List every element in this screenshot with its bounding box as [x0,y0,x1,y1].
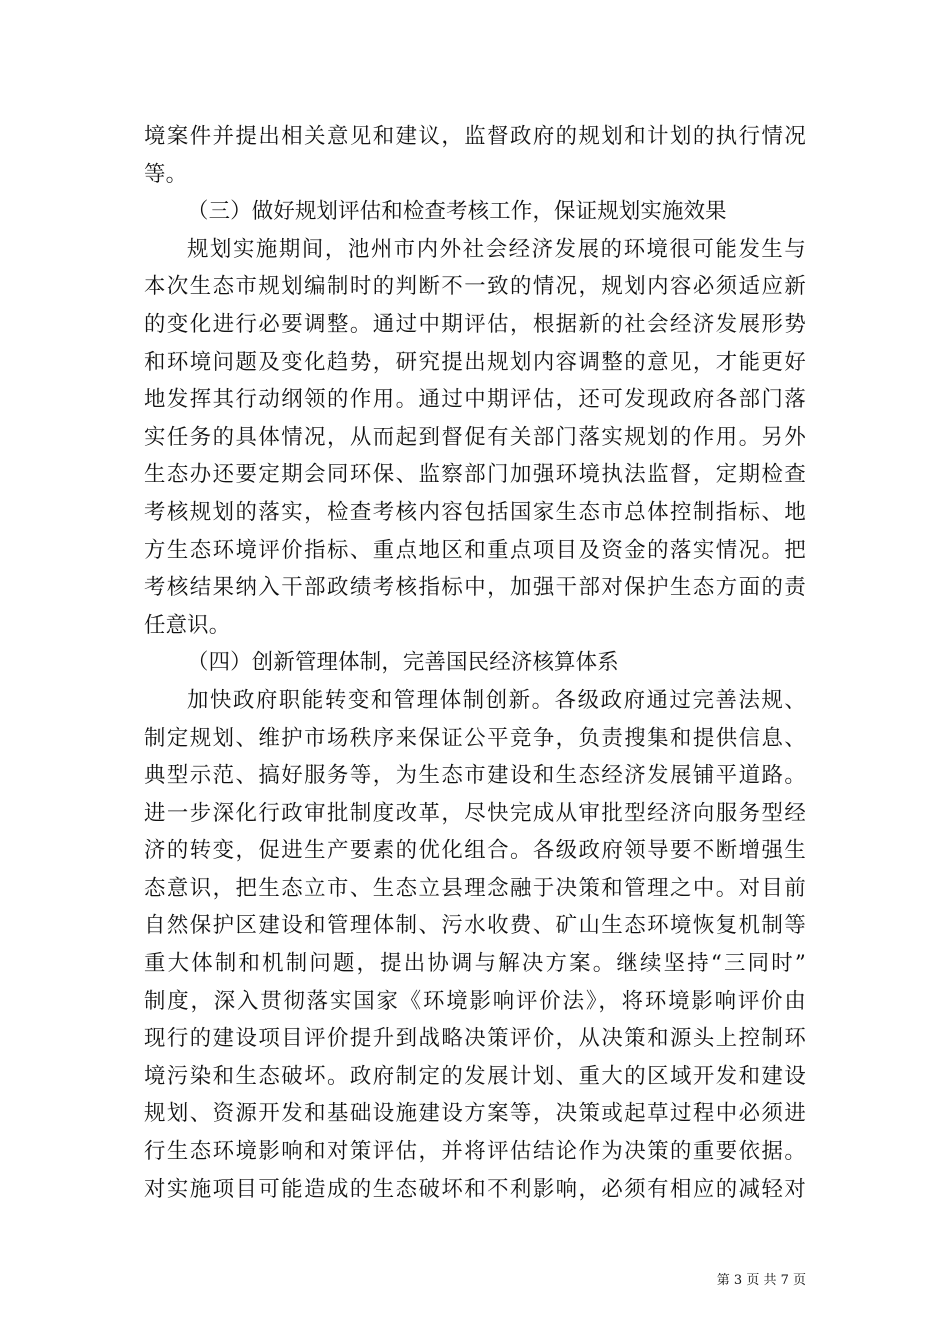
text-line: 和环境问题及变化趋势，研究提出规划内容调整的意见，才能更好 [144,349,806,375]
page-number-footer: 第 3 页 共 7 页 [716,1273,806,1288]
text-line: 任意识。 [144,612,231,638]
text-line: 考核规划的落实，检查考核内容包括国家生态市总体控制指标、地 [144,499,806,525]
text-line: 济的转变，促进生产要素的优化组合。各级政府领导要不断增强生 [144,838,806,864]
text-line: 态意识，把生态立市、生态立县理念融于决策和管理之中。对目前 [144,875,806,901]
text-line: 境案件并提出相关意见和建议，监督政府的规划和计划的执行情况 [144,124,806,149]
text-line: 规划实施期间，池州市内外社会经济发展的环境很可能发生与 [187,236,806,262]
text-line: 重大体制和机制问题，提出协调与解决方案。继续坚持“三同时” [144,951,806,977]
text-line: 地发挥其行动纲领的作用。通过中期评估，还可发现政府各部门落 [144,387,806,413]
text-line: 的变化进行必要调整。通过中期评估，根据新的社会经济发展形势 [144,311,806,337]
text-line: 对实施项目可能造成的生态破坏和不利影响，必须有相应的减轻对 [144,1176,806,1202]
text-line: 制度，深入贯彻落实国家《环境影响评价法》，将环境影响评价由 [144,988,806,1014]
text-line: 自然保护区建设和管理体制、污水收费、矿山生态环境恢复机制等 [144,913,806,939]
text-line: 规划、资源开发和基础设施建设方案等，决策或起草过程中必须进 [144,1101,806,1127]
text-line: 加快政府职能转变和管理体制创新。各级政府通过完善法规、 [187,687,806,713]
text-line: 等。 [144,161,188,187]
text-line: 方生态环境评价指标、重点地区和重点项目及资金的落实情况。把 [144,537,806,563]
text-line: 实任务的具体情况，从而起到督促有关部门落实规划的作用。另外 [144,424,806,450]
section-heading: （四）创新管理体制，完善国民经济核算体系 [187,650,619,676]
text-line: 制定规划、维护市场秩序来保证公平竞争，负责搜集和提供信息、 [144,725,806,751]
text-line: 本次生态市规划编制时的判断不一致的情况，规划内容必须适应新 [144,274,806,300]
text-line: 考核结果纳入干部政绩考核指标中，加强干部对保护生态方面的责 [144,575,806,601]
text-line: 行生态环境影响和对策评估，并将评估结论作为决策的重要依据。 [144,1139,806,1165]
text-line: 进一步深化行政审批制度改革，尽快完成从审批型经济向服务型经 [144,800,806,826]
text-line: 典型示范、搞好服务等，为生态市建设和生态经济发展铺平道路。 [144,763,806,789]
text-line: 现行的建设项目评价提升到战略决策评价，从决策和源头上控制环 [144,1026,806,1052]
section-heading: （三）做好规划评估和检查考核工作，保证规划实施效果 [187,199,727,225]
text-line: 境污染和生态破坏。政府制定的发展计划、重大的区域开发和建设 [144,1063,806,1089]
text-line: 生态办还要定期会同环保、监察部门加强环境执法监督，定期检查 [144,462,806,488]
document-body [144,118,806,1208]
